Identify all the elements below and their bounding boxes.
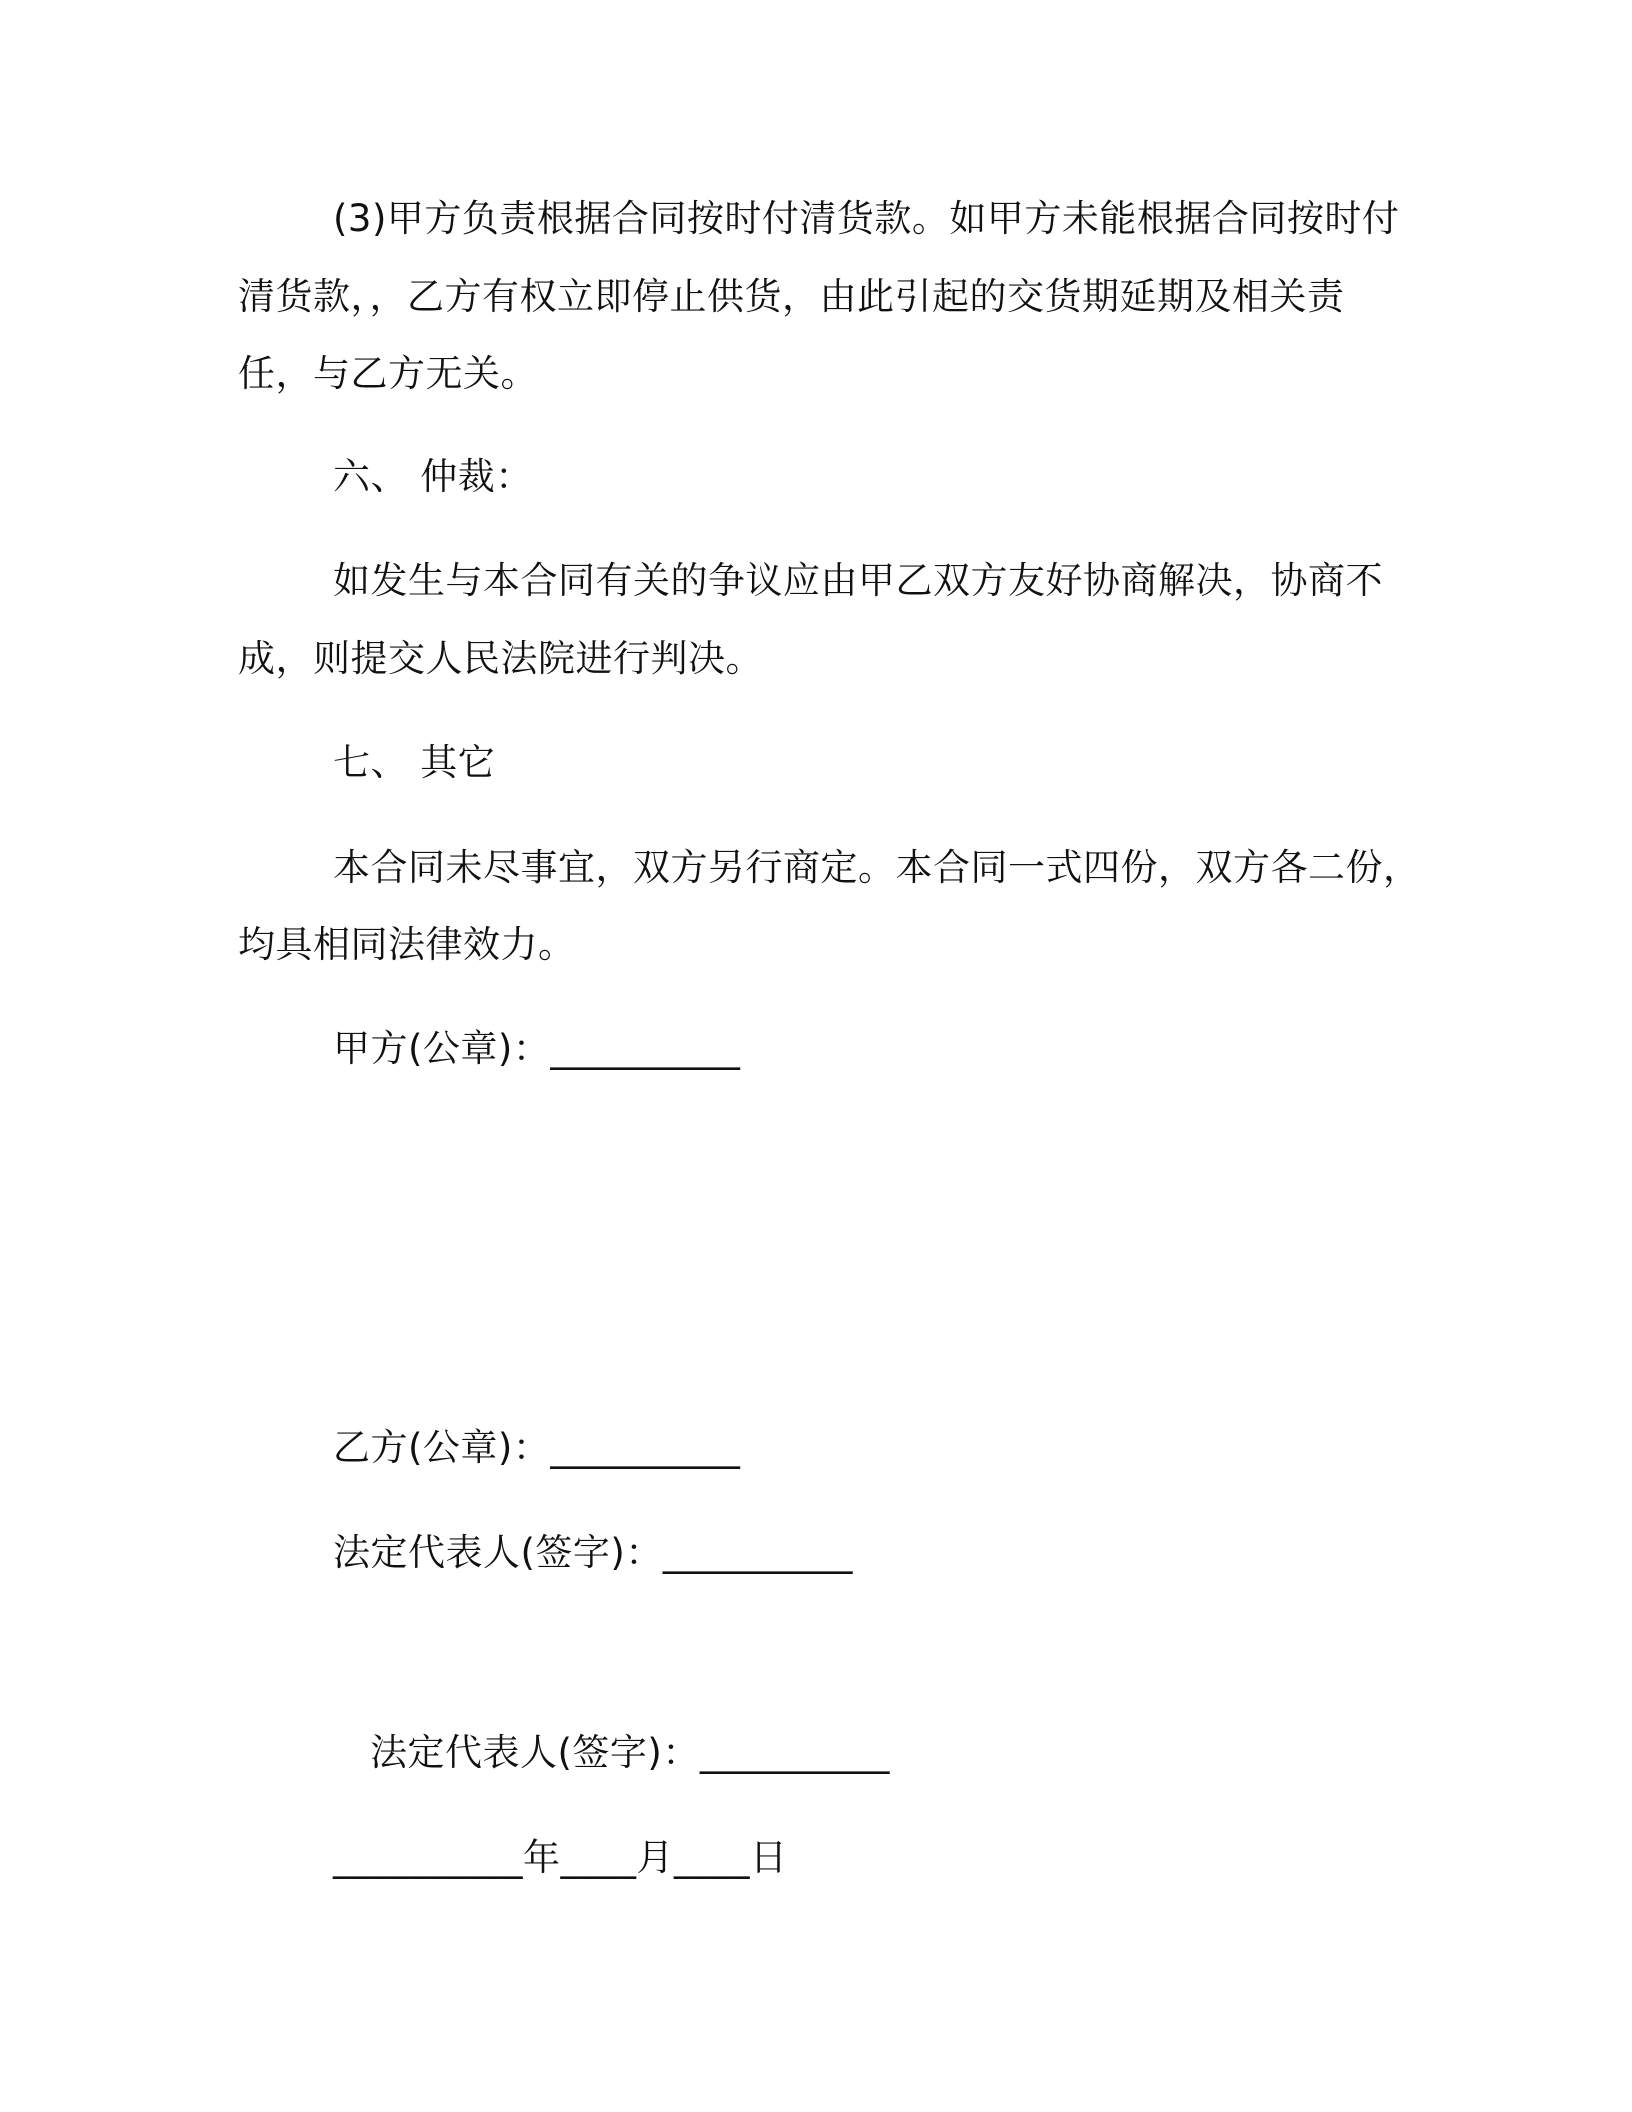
- section-7-line-2: 均具相同法律效力。: [238, 923, 576, 966]
- clause-3-line-3: 任，与乙方无关。: [238, 352, 538, 395]
- date-field: __________年____月____日: [333, 1836, 788, 1879]
- clause-3-line-1: (3)甲方负责根据合同按时付清货款。如甲方未能根据合同按时付: [333, 197, 1400, 240]
- section-6-heading: 六、 仲裁：: [333, 455, 533, 498]
- section-7-line-1: 本合同未尽事宜，双方另行商定。本合同一式四份，双方各二份，: [333, 846, 1421, 889]
- party-a-seal-field: 甲方(公章)：__________: [333, 1027, 741, 1070]
- clause-3-line-2: 清货款，，乙方有权立即停止供货，由此引起的交货期延期及相关责: [238, 275, 1345, 318]
- section-6-line-2: 成，则提交人民法院进行判决。: [238, 637, 763, 680]
- legal-representative-signature-2: 法定代表人(签字)：__________: [370, 1731, 890, 1774]
- party-b-seal-field: 乙方(公章)：__________: [333, 1426, 741, 1469]
- legal-representative-signature-1: 法定代表人(签字)：__________: [333, 1531, 853, 1574]
- section-6-line-1: 如发生与本合同有关的争议应由甲乙双方友好协商解决，协商不: [333, 559, 1383, 602]
- section-7-heading: 七、 其它: [333, 741, 496, 784]
